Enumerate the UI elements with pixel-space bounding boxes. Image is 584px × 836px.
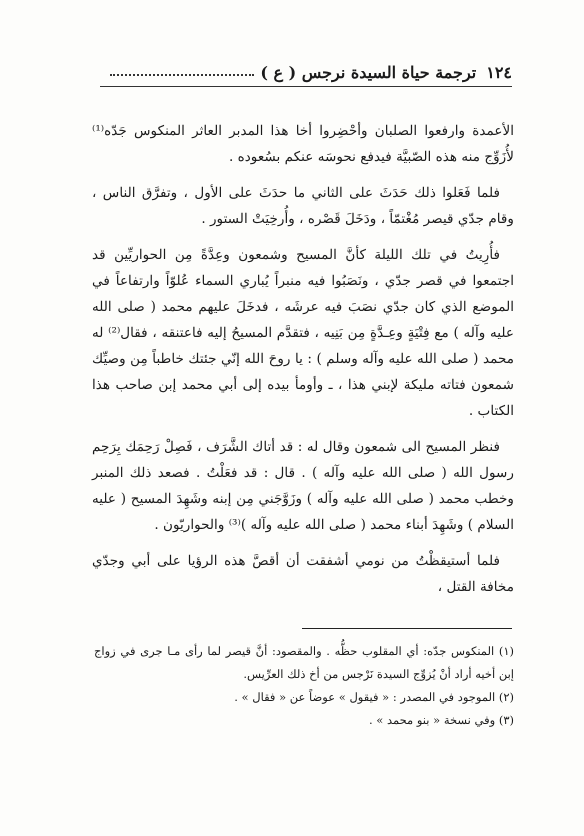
header-rule	[100, 86, 512, 87]
footnote: (٣) وفي نسخة « بنو محمد » .	[368, 713, 514, 727]
paragraph: فأُرِيتُ في تلك الليلة كأنَّ المسيح وشمعون وعِدَّةً مِن الحواريِّين قد اجتمعوا في قصر جدّي ، ونَصَبُوا فيه منبراً يُباري السماء عُلوّاً وارتفاعاً في الموضع الذي كان جدّي نصَبَ فيه عرشَه ، فدخَلَ عليهم محمد ( صلى الله عليه وآله ) مع فِتْيَةٍ وعِـدَّةٍ مِن بَنِيه ، فتقدَّم المسيحُ إليه فاعتنقه ، فقال⁽²⁾ له محمد ( صلى الله عليه وآله وسلم ) : يا روحَ الله إنّي جئتك خاطباً مِن وصيِّك شمعون فتاته مليكة لإبني هذا ، ـ وأومأ بيده إلى أبي محمد إبن صاحب هذا الكتاب .	[92, 247, 514, 419]
paragraph: فنظر المسيح الى شمعون وقال له : قد أتاك الشَّرَف ، فَصِلْ رَحِمَك بِرَحِم رسول الله ( صلى الله عليه وآله ) . قال : قد فعَلْتُ . فصعد ذلك المنبر وخطب محمد ( صلى الله عليه وآله ) وزَوَّجَني مِن إبنه وشَهِدَ المسيح ( عليه السلام ) وشَهِدَ أبناء محمد ( صلى الله عليه وآله )⁽³⁾ والحواريّون .	[92, 439, 514, 533]
page-number: ١٢٤	[486, 63, 512, 82]
paragraph: فلما أستيقظْتُ من نومي أشفقت أن أقصَّ هذه الرؤيا على أبي وجدّي مخافة القتل ،	[92, 553, 514, 595]
footnotes	[94, 640, 514, 732]
paragraph: الأعمدة وارفعوا الصلبان وأحْضِروا أخا هذا المدبر العاثر المنكوس جَدّه⁽¹⁾ لأُزَوِّج منه هذه الصّبيَّة فيدفع نحوسَه عنكم بسُعوده .	[92, 123, 514, 165]
running-header	[100, 58, 512, 82]
main-text	[92, 118, 514, 610]
header-dot-leader	[110, 73, 254, 76]
footnote: (١) المنكوس جدّه: أي المقلوب حظُّه . والمقصود: أنَّ قيصر لما رأى مـا جرى في زواج إبن أخيه أراد أنْ يُزوِّج السيدة نَرْجس من أخ ذلك العرِّيس.	[94, 644, 514, 681]
running-title: ترجمة حياة السيدة نرجس ( ع )	[260, 63, 477, 82]
footnote-rule	[302, 628, 512, 629]
footnote: (٢) الموجود في المصدر : « فيقول » عوضاً عن « فقال » .	[234, 690, 514, 704]
paragraph: فلما فَعَلوا ذلك حَدَثَ على الثاني ما حدَثَ على الأول ، وتفرَّق الناس ، وقام جدّي قيصر مُغْتمّاً ، ودَخَلَ قَصْره ، وأُرخِيَتْ الستور .	[92, 185, 514, 227]
